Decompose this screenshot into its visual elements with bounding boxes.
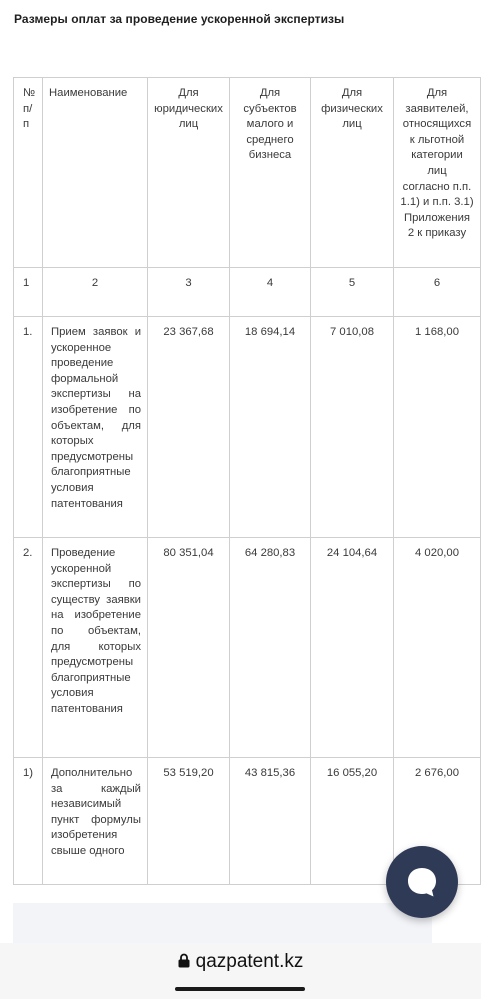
bottom-card: [13, 903, 432, 943]
chat-bubble-icon: [404, 864, 440, 900]
chat-button[interactable]: [386, 846, 458, 918]
index-cell: 4: [230, 268, 311, 317]
row-legal-price: 53 519,20: [148, 758, 230, 885]
row-privileged-price: 1 168,00: [394, 317, 481, 538]
row-privileged-price: 4 020,00: [394, 538, 481, 758]
home-indicator: [175, 987, 305, 991]
row-individual-price: 7 010,08: [311, 317, 394, 538]
row-legal-price: 23 367,68: [148, 317, 230, 538]
row-name: Дополнительно за каждый независимый пункт формулы изобретения свыше одного: [43, 758, 148, 885]
row-number: 1): [14, 758, 43, 885]
row-number: 1.: [14, 317, 43, 538]
row-name: Прием заявок и ускоренное проведение формальной экспертизы на изобретение по объектам, для которых предусмотрены благоприятные условия патентования: [43, 317, 148, 538]
row-sme-price: 18 694,14: [230, 317, 311, 538]
fees-table: [13, 77, 481, 885]
header-legal-entities: Для юридических лиц: [148, 78, 230, 268]
index-cell: 3: [148, 268, 230, 317]
header-sme: Для субъектов малого и среднего бизнеса: [230, 78, 311, 268]
url-text[interactable]: qazpatent.kz: [195, 951, 304, 972]
row-number: 2.: [14, 538, 43, 758]
lock-icon: [178, 952, 190, 967]
index-cell: 1: [14, 268, 43, 317]
row-sme-price: 64 280,83: [230, 538, 311, 758]
row-individual-price: 16 055,20: [311, 758, 394, 885]
row-individual-price: 24 104,64: [311, 538, 394, 758]
table-row: [14, 538, 481, 758]
row-sme-price: 43 815,36: [230, 758, 311, 885]
table-row: [14, 317, 481, 538]
row-privileged-price: 2 676,00: [394, 758, 481, 885]
index-cell: 5: [311, 268, 394, 317]
table-index-row: [14, 268, 481, 317]
index-cell: 6: [394, 268, 481, 317]
index-cell: 2: [43, 268, 148, 317]
header-individuals: Для физических лиц: [311, 78, 394, 268]
header-name: Наименование: [43, 78, 148, 268]
table-header-row: [14, 78, 481, 268]
row-legal-price: 80 351,04: [148, 538, 230, 758]
page-title: Размеры оплат за проведение ускоренной экспертизы: [14, 12, 345, 26]
browser-url-bar[interactable]: [0, 943, 481, 999]
row-name: Проведение ускоренной экспертизы по существу заявки на изобретение по объектам, для которых предусмотрены благоприятные условия патентования: [43, 538, 148, 758]
header-privileged: Для заявителей, относящихся к льготной категории лиц согласно п.п. 1.1) и п.п. 3.1) Приложения 2 к приказу: [394, 78, 481, 268]
header-number: № п/ п: [14, 78, 43, 268]
